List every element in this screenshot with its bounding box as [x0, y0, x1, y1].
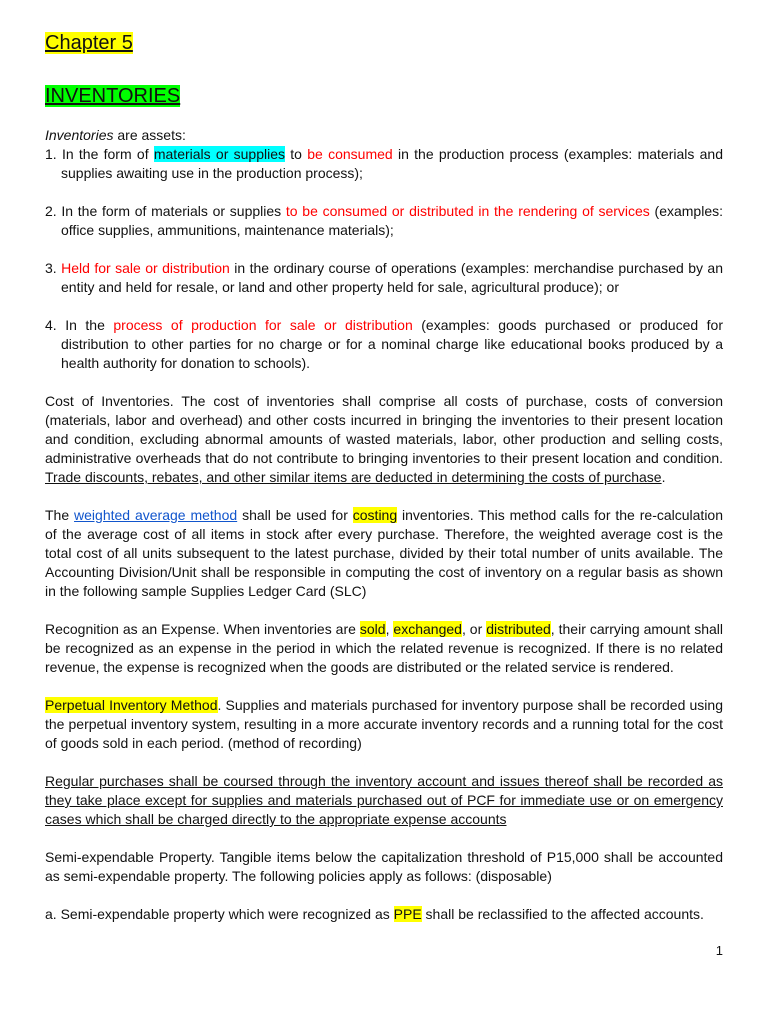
item-a-paragraph — [45, 905, 723, 924]
item1-mid: to — [285, 146, 308, 162]
intro-term: Inventories — [45, 127, 114, 143]
section-title: INVENTORIES — [45, 85, 181, 107]
item4-prefix: 4. In the — [45, 317, 114, 333]
weighted-prefix: The — [45, 507, 75, 523]
weighted-mid: shall be used for — [237, 507, 353, 523]
recognition-sep2: , or — [461, 621, 487, 637]
weighted-highlight: costing — [352, 507, 398, 523]
item3-prefix: 3. — [45, 260, 62, 276]
item4-red: process of production for sale or distribution — [113, 317, 413, 333]
item3-red: Held for sale or distribution — [61, 260, 230, 276]
chapter-title: Chapter 5 — [45, 32, 133, 54]
perpetual-paragraph — [45, 696, 723, 753]
recognition-paragraph — [45, 620, 723, 677]
intro-rest: are assets: — [113, 127, 186, 143]
cost-text: Cost of Inventories. The cost of inventories shall comprise all costs of purchase, costs of conversion (materials, labor and overhead) and other costs incurred in bringing the inventories to their present location and condition, excluding abnormal amounts of wasted materials, labor, other production and selling costs, administrative overheads that do not contribute to bringing inventories to their present location and condition. — [45, 393, 723, 466]
item3-rest: in the ordinary course of operations (examples: merchandise purchased by an entity and held for resale, or land and other property held for sale, agricultural produce); or — [61, 260, 724, 295]
weighted-average-link[interactable]: weighted average method — [74, 507, 238, 523]
semi-text: Semi-expendable Property. Tangible items below the capitalization threshold of P15,000 shall be accounted as semi-expendable property. The following policies apply as follows: (disposable) — [45, 849, 723, 884]
recognition-rest: , their carrying amount shall be recognized as an expense in the period in which the related revenue is recognized. If there is no related revenue, the expense is recognized when the goods are distributed or the related service is rendered. — [45, 621, 724, 675]
cost-underlined: Trade discounts, rebates, and other similar items are deducted in determining the costs of purchase — [45, 469, 662, 485]
list-item-4 — [45, 316, 723, 373]
chapter-heading — [45, 30, 133, 56]
document-body — [45, 126, 723, 924]
item2-rest: (examples: office supplies, ammunitions, maintenance materials); — [61, 203, 724, 238]
regular-paragraph — [45, 772, 723, 829]
item-a-rest: shall be reclassified to the affected accounts. — [421, 906, 704, 922]
semi-expendable-paragraph — [45, 848, 723, 886]
item4-rest: (examples: goods purchased or produced for distribution to other parties for no charge or for a nominal charge like educational books produced by a health authority for donation to schools). — [61, 317, 723, 371]
item2-prefix: 2. In the form of materials or supplies — [45, 203, 286, 219]
recognition-distributed: distributed — [486, 621, 551, 637]
list-item-1 — [45, 145, 723, 183]
weighted-paragraph — [45, 506, 723, 601]
perpetual-rest: . Supplies and materials purchased for inventory purpose shall be recorded using the perpetual inventory system, resulting in a more accurate inventory records and a running total for the cost of goods sold in each period. (method of recording) — [45, 697, 723, 751]
list-item-3 — [45, 259, 723, 297]
item1-prefix: 1. In the form of — [45, 146, 154, 162]
item1-rest: in the production process (examples: materials and supplies awaiting use in the production process); — [61, 146, 723, 181]
perpetual-highlight: Perpetual Inventory Method — [45, 697, 218, 713]
recognition-prefix: Recognition as an Expense. When inventories are — [45, 621, 360, 637]
section-heading — [45, 83, 180, 109]
recognition-sold: sold — [359, 621, 386, 637]
recognition-exchanged: exchanged — [393, 621, 462, 637]
weighted-rest: inventories. This method calls for the re-calculation of the average cost of all items in stock after every purchase. Therefore, the weighted average cost is the total cost of all units subsequent to the latest purchase, divided by their total number of units available. The Accounting Division/Unit shall be responsible in computing the cost of inventory on a regular basis as shown in the following sample Supplies Ledger Card (SLC) — [45, 507, 724, 599]
item1-red: be consumed — [307, 146, 393, 162]
cost-end: . — [661, 469, 666, 485]
item-a-prefix: a. Semi-expendable property which were recognized as — [45, 906, 394, 922]
intro-line — [45, 126, 723, 145]
item-a-highlight: PPE — [393, 906, 422, 922]
page-number: 1 — [715, 943, 723, 958]
item2-red: to be consumed or distributed in the rendering of services — [285, 203, 650, 219]
recognition-sep1: , — [385, 621, 394, 637]
list-item-2 — [45, 202, 723, 240]
item1-highlight: materials or supplies — [153, 146, 286, 162]
cost-paragraph — [45, 392, 723, 487]
regular-text: Regular purchases shall be coursed through the inventory account and issues thereof shall be recorded as they take place except for supplies and materials purchased out of PCF for immediate use or on emergency cases which shall be charged directly to the appropriate expense accounts — [45, 773, 723, 827]
